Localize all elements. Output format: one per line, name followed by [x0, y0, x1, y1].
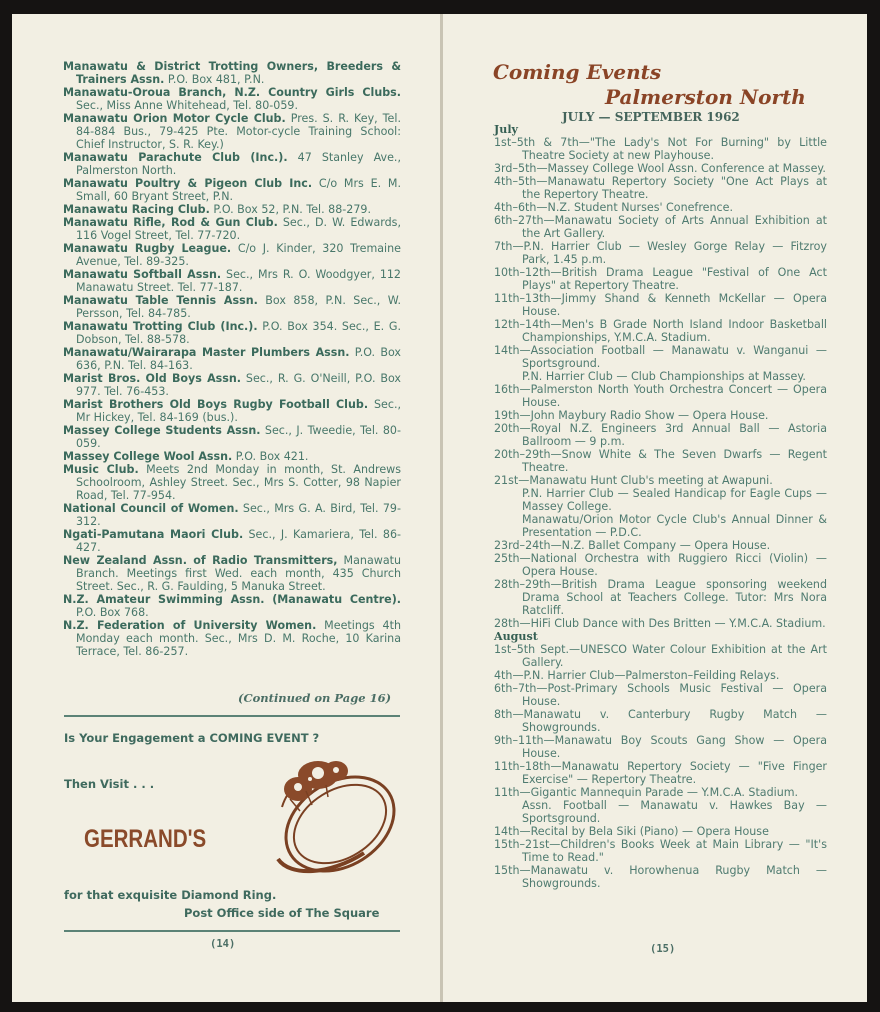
- entry-details: C/o J. Kinder, 320 Tremaine Avenue, Tel. 89-325.: [76, 242, 402, 268]
- entry-org-name: Manawatu Trotting Club (Inc.).: [63, 320, 258, 333]
- month-heading: July: [494, 123, 518, 136]
- entry-details: Pres. S. R. Key, Tel. 84-884 Bus., 79-425 Pte. Motor-cycle Training School: Chief Instructor, S. R. Key.): [76, 112, 401, 151]
- event-item: 21st—Manawatu Hunt Club's meeting at Awapuni.: [494, 474, 773, 487]
- club-directory: [63, 60, 401, 658]
- directory-entry: [63, 593, 401, 619]
- page-number-right: (15): [650, 943, 676, 955]
- directory-entry: [63, 320, 401, 346]
- event-item: 11th—Gigantic Mannequin Parade — Y.M.C.A. Stadium.: [494, 786, 799, 799]
- event-item: 25th—National Orchestra with Ruggiero Ricci (Violin) — Opera House.: [494, 552, 827, 578]
- ad-tagline: for that exquisite Diamond Ring.: [64, 888, 277, 902]
- event-item: 4th–5th—Manawatu Repertory Society "One Act Plays at the Repertory Theatre.: [494, 175, 827, 201]
- directory-entry: [63, 528, 401, 554]
- right-page: [443, 14, 867, 1002]
- event-item: 19th—John Maybury Radio Show — Opera House.: [494, 409, 769, 422]
- entry-details: Sec., R. G. O'Neill, P.O. Box 977. Tel. 76-453.: [76, 372, 401, 398]
- entry-details: Sec., Mrs R. O. Woodgyer, 112 Manawatu Street. Tel. 77-187.: [76, 268, 401, 294]
- date-range-subtitle: JULY — SEPTEMBER 1962: [562, 110, 740, 124]
- event-item: 8th—Manawatu v. Canterbury Rugby Match — Showgrounds.: [494, 708, 827, 734]
- entry-org-name: Manawatu Rugby League.: [63, 242, 232, 255]
- divider-top: [64, 715, 400, 717]
- event-item: 12th–14th—Men's B Grade North Island Indoor Basketball Championships, Y.M.C.A. Stadium.: [494, 318, 827, 344]
- page-title-line2: Palmerston North: [605, 85, 806, 109]
- event-item: 16th—Palmerston North Youth Orchestra Concert — Opera House.: [494, 383, 827, 409]
- entry-details: Sec., J. Tweedie, Tel. 80-059.: [76, 424, 401, 450]
- directory-entry: [63, 450, 401, 463]
- left-page: [12, 14, 440, 1002]
- entry-org-name: Manawatu Softball Assn.: [63, 268, 222, 281]
- entry-org-name: Marist Bros. Old Boys Assn.: [63, 372, 242, 385]
- events-list: [494, 123, 827, 890]
- ad-brand: GERRAND'S: [84, 825, 207, 853]
- entry-details: Sec., Mrs G. A. Bird, Tel. 79-312.: [76, 502, 401, 528]
- entry-details: Box 858, P.N. Sec., W. Persson, Tel. 84-785.: [76, 294, 402, 320]
- directory-entry: [63, 112, 401, 151]
- entry-org-name: Manawatu Parachute Club (Inc.).: [63, 151, 288, 164]
- event-item: 1st–5th & 7th—"The Lady's Not For Burning" by Little Theatre Society at new Playhouse.: [494, 136, 827, 162]
- entry-org-name: Ngati-Pamutana Maori Club.: [63, 528, 244, 541]
- entry-org-name: Manawatu & District Trotting Owners, Breeders & Trainers Assn.: [63, 60, 401, 86]
- entry-org-name: Manawatu/Wairarapa Master Plumbers Assn.: [63, 346, 350, 359]
- event-item: 15th—Manawatu v. Horowhenua Rugby Match — Showgrounds.: [494, 864, 827, 890]
- directory-entry: [63, 177, 401, 203]
- entry-details: C/o Mrs E. M. Small, 60 Bryant Street, P.N.: [76, 177, 401, 203]
- entry-details: Manawatu Branch. Meetings first Wed. each month, 435 Church Street. Sec., R. G. Faulding, 5 Manuka Street.: [76, 554, 401, 593]
- divider-bottom: [64, 930, 400, 932]
- entry-details: Meets 2nd Monday in month, St. Andrews Schoolroom, Ashley Street. Sec., Mrs S. Cotter, 98 Napier Road, Tel. 77-954.: [76, 463, 402, 502]
- entry-org-name: Manawatu Table Tennis Assn.: [63, 294, 258, 307]
- event-item: Assn. Football — Manawatu v. Hawkes Bay — Sportsground.: [522, 799, 827, 825]
- directory-entry: [63, 294, 401, 320]
- entry-details: Meetings 4th Monday each month. Sec., Mrs D. M. Roche, 10 Karina Terrace, Tel. 86-257.: [76, 619, 401, 658]
- ad-location: Post Office side of The Square: [184, 906, 380, 920]
- entry-org-name: Music Club.: [63, 463, 139, 476]
- entry-details: P.O. Box 52, P.N. Tel. 88-279.: [209, 203, 372, 216]
- directory-entry: [63, 346, 401, 372]
- directory-entry: [63, 60, 401, 86]
- event-item: 23rd–24th—N.Z. Ballet Company — Opera House.: [494, 539, 771, 552]
- entry-org-name: N.Z. Federation of University Women.: [63, 619, 317, 632]
- entry-org-name: Massey College Wool Assn.: [63, 450, 233, 463]
- entry-org-name: New Zealand Assn. of Radio Transmitters,: [63, 554, 338, 567]
- directory-entry: [63, 216, 401, 242]
- event-item: 20th—Royal N.Z. Engineers 3rd Annual Ball — Astoria Ballroom — 9 p.m.: [494, 422, 827, 448]
- page-title-line1: Coming Events: [493, 60, 662, 84]
- entry-org-name: Manawatu Rifle, Rod & Gun Club.: [63, 216, 278, 229]
- directory-entry: [63, 242, 401, 268]
- entry-org-name: Marist Brothers Old Boys Rugby Football Club.: [63, 398, 369, 411]
- event-item: 9th–11th—Manawatu Boy Scouts Gang Show — Opera House.: [494, 734, 827, 760]
- directory-entry: [63, 398, 401, 424]
- event-item: P.N. Harrier Club — Club Championships at Massey.: [522, 370, 806, 383]
- entry-details: P.O. Box 481, P.N.: [164, 73, 265, 86]
- entry-org-name: N.Z. Amateur Swimming Assn. (Manawatu Centre).: [63, 593, 401, 606]
- diamond-ring-icon: [260, 749, 408, 885]
- entry-org-name: Manawatu Poultry & Pigeon Club Inc.: [63, 177, 313, 190]
- directory-entry: [63, 372, 401, 398]
- page-number-left: (14): [210, 938, 236, 950]
- entry-details: P.O. Box 354. Sec., E. G. Dobson, Tel. 88-578.: [76, 320, 401, 346]
- ad-visit: Then Visit . . .: [64, 777, 155, 791]
- directory-entry: [63, 268, 401, 294]
- entry-org-name: Manawatu Racing Club.: [63, 203, 210, 216]
- directory-entry: [63, 463, 401, 502]
- event-item: 4th–6th—N.Z. Student Nurses' Conefrence.: [494, 201, 733, 214]
- entry-org-name: Massey College Students Assn.: [63, 424, 261, 437]
- entry-details: Sec., Mr Hickey, Tel. 84-169 (bus.).: [76, 398, 402, 424]
- event-item: 1st–5th Sept.—UNESCO Water Colour Exhibition at the Art Gallery.: [494, 643, 827, 669]
- event-item: P.N. Harrier Club — Sealed Handicap for Eagle Cups — Massey College.: [522, 487, 827, 513]
- event-item: 14th—Association Football — Manawatu v. Wanganui — Sportsground.: [494, 344, 827, 370]
- entry-details: P.O. Box 421.: [232, 450, 309, 463]
- directory-entry: [63, 86, 401, 112]
- event-item: 7th—P.N. Harrier Club — Wesley Gorge Relay — Fitzroy Park, 1.45 p.m.: [494, 240, 827, 266]
- event-item: 6th–7th—Post-Primary Schools Music Festival — Opera House.: [494, 682, 827, 708]
- event-item: 28th—HiFi Club Dance with Des Britten — Y.M.C.A. Stadium.: [494, 617, 826, 630]
- entry-org-name: National Council of Women.: [63, 502, 239, 515]
- event-item: 28th–29th—British Drama League sponsoring weekend Drama School at Teachers College. Tutor: Mrs Nora Ratcliff.: [494, 578, 827, 617]
- event-item: 6th–27th—Manawatu Society of Arts Annual Exhibition at the Art Gallery.: [494, 214, 827, 240]
- entry-details: P.O. Box 636, P.N. Tel. 84-163.: [76, 346, 401, 372]
- ad-question: Is Your Engagement a COMING EVENT ?: [64, 731, 320, 745]
- event-item: 3rd–5th—Massey College Wool Assn. Conference at Massey.: [494, 162, 826, 175]
- event-item: 15th–21st—Children's Books Week at Main Library — "It's Time to Read.": [494, 838, 827, 864]
- entry-details: Sec., D. W. Edwards, 116 Vogel Street, Tel. 77-720.: [76, 216, 401, 242]
- entry-org-name: Manawatu-Oroua Branch, N.Z. Country Girls Clubs.: [63, 86, 401, 99]
- month-heading: August: [494, 630, 538, 643]
- directory-entry: [63, 151, 401, 177]
- directory-entry: [63, 554, 401, 593]
- event-item: 4th—P.N. Harrier Club—Palmerston–Feilding Relays.: [494, 669, 780, 682]
- entry-details: 47 Stanley Ave., Palmerston North.: [76, 151, 401, 177]
- event-item: 11th–18th—Manawatu Repertory Society — "Five Finger Exercise" — Repertory Theatre.: [494, 760, 827, 786]
- event-item: 14th—Recital by Bela Siki (Piano) — Opera House: [494, 825, 769, 838]
- directory-entry: [63, 424, 401, 450]
- entry-details: Sec., Miss Anne Whitehead, Tel. 80-059.: [76, 99, 298, 112]
- continued-note: (Continued on Page 16): [238, 691, 392, 705]
- entry-details: Sec., J. Kamariera, Tel. 86-427.: [76, 528, 402, 554]
- entry-details: P.O. Box 768.: [76, 606, 149, 619]
- event-item: Manawatu/Orion Motor Cycle Club's Annual Dinner & Presentation — P.D.C.: [522, 513, 827, 539]
- directory-entry: [63, 203, 401, 216]
- event-item: 10th–12th—British Drama League "Festival of One Act Plays" at Repertory Theatre.: [494, 266, 827, 292]
- event-item: 20th–29th—Snow White & The Seven Dwarfs — Regent Theatre.: [494, 448, 827, 474]
- entry-org-name: Manawatu Orion Motor Cycle Club.: [63, 112, 286, 125]
- event-item: 11th–13th—Jimmy Shand & Kenneth McKellar — Opera House.: [494, 292, 827, 318]
- directory-entry: [63, 502, 401, 528]
- directory-entry: [63, 619, 401, 658]
